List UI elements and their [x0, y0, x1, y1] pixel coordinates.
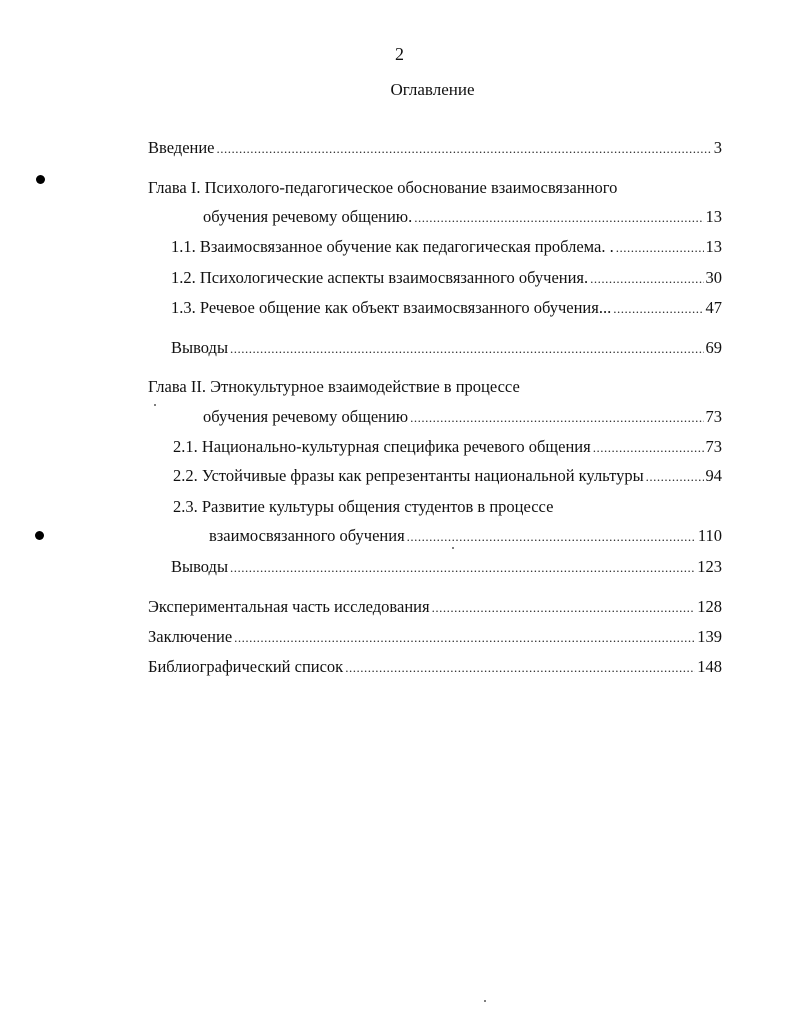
dot-leader: [234, 628, 695, 648]
toc-entry-page: 128: [697, 597, 722, 616]
toc-entry-label: Выводы: [171, 338, 229, 357]
chapter-1-title: Глава I. Психолого-педагогическое обоснование взаимосвязанного: [148, 178, 618, 197]
toc-entry-label: 2.2. Устойчивые фразы как репрезентанты национальной культуры: [173, 466, 644, 485]
chapter-2-title: Глава II. Этнокультурное взаимодействие в процессе: [148, 377, 520, 396]
dot-leader: [230, 558, 695, 578]
page-title: Оглавление: [390, 80, 475, 99]
toc-entry-section-1-3: [171, 298, 722, 319]
dot-leader: [646, 467, 704, 487]
toc-entry-conclusions-2: [171, 557, 722, 578]
toc-entry-conclusion: [148, 627, 722, 648]
toc-entry-label: 1.3. Речевое общение как объект взаимосвязанного обучения...: [171, 298, 612, 317]
toc-entry-page: 3: [713, 138, 722, 157]
dot-leader: [410, 408, 703, 428]
toc-entry-page: 123: [697, 557, 722, 576]
toc-entry-label: Библиографический список: [148, 657, 344, 676]
toc-entry-chapter-2: [203, 407, 722, 428]
dot-leader: [590, 269, 703, 289]
toc-entry-section-2-1: [173, 437, 722, 458]
toc-entry-label: обучения речевому общению: [203, 407, 409, 426]
dot-leader: [432, 598, 696, 618]
toc-entry-chapter-1: [203, 207, 722, 228]
toc-entry-section-2-2: [173, 466, 722, 487]
scan-speck: [484, 1000, 486, 1002]
toc-entry-page: 30: [705, 268, 722, 287]
toc-entry-page: 69: [705, 338, 722, 357]
toc-entry-label: Заключение: [148, 627, 233, 646]
toc-entry-experimental: [148, 597, 722, 618]
toc-entry-page: 13: [705, 207, 722, 226]
toc-entry-page: 139: [697, 627, 722, 646]
dot-leader: [345, 658, 695, 678]
toc-entry-label: 2.1. Национально-культурная специфика речевого общения: [173, 437, 591, 456]
toc-entry-page: 13: [705, 237, 722, 256]
toc-entry-page: 73: [705, 407, 722, 426]
dot-leader: [616, 238, 704, 258]
toc-entry-section-2-3: [209, 526, 722, 547]
toc-entry-page: 148: [697, 657, 722, 676]
binder-hole-mark: [35, 531, 44, 540]
page-number: 2: [395, 44, 404, 64]
toc-entry-page: 110: [697, 526, 722, 545]
toc-entry-intro: [148, 138, 722, 159]
toc-entry-label: обучения речевому общению.: [203, 207, 413, 226]
toc-entry-page: 94: [705, 466, 722, 485]
toc-entry-section-1-1: [171, 237, 722, 258]
toc-entry-label: 1.1. Взаимосвязанное обучение как педагогическая проблема. .: [171, 237, 614, 256]
toc-entry-label: Экспериментальная часть исследования: [148, 597, 430, 616]
toc-entry-label: Выводы: [171, 557, 229, 576]
dot-leader: [593, 438, 704, 458]
scan-speck: [452, 547, 454, 549]
binder-hole-mark: [36, 175, 45, 184]
dot-leader: [230, 339, 703, 359]
section-2-3-title: 2.3. Развитие культуры общения студентов в процессе: [173, 497, 554, 516]
toc-entry-bibliography: [148, 657, 722, 678]
toc-entry-label: взаимосвязанного обучения: [209, 526, 405, 545]
toc-entry-page: 73: [705, 437, 722, 456]
toc-entry-page: 47: [705, 298, 722, 317]
dot-leader: [217, 139, 712, 159]
dot-leader: [613, 299, 703, 319]
dot-leader: [414, 208, 703, 228]
scan-speck: [154, 404, 156, 406]
dot-leader: [407, 527, 696, 547]
toc-entry-conclusions-1: [171, 338, 722, 359]
toc-entry-section-1-2: [171, 268, 722, 289]
toc-entry-label: Введение: [148, 138, 215, 157]
toc-entry-label: 1.2. Психологические аспекты взаимосвязанного обучения.: [171, 268, 589, 287]
